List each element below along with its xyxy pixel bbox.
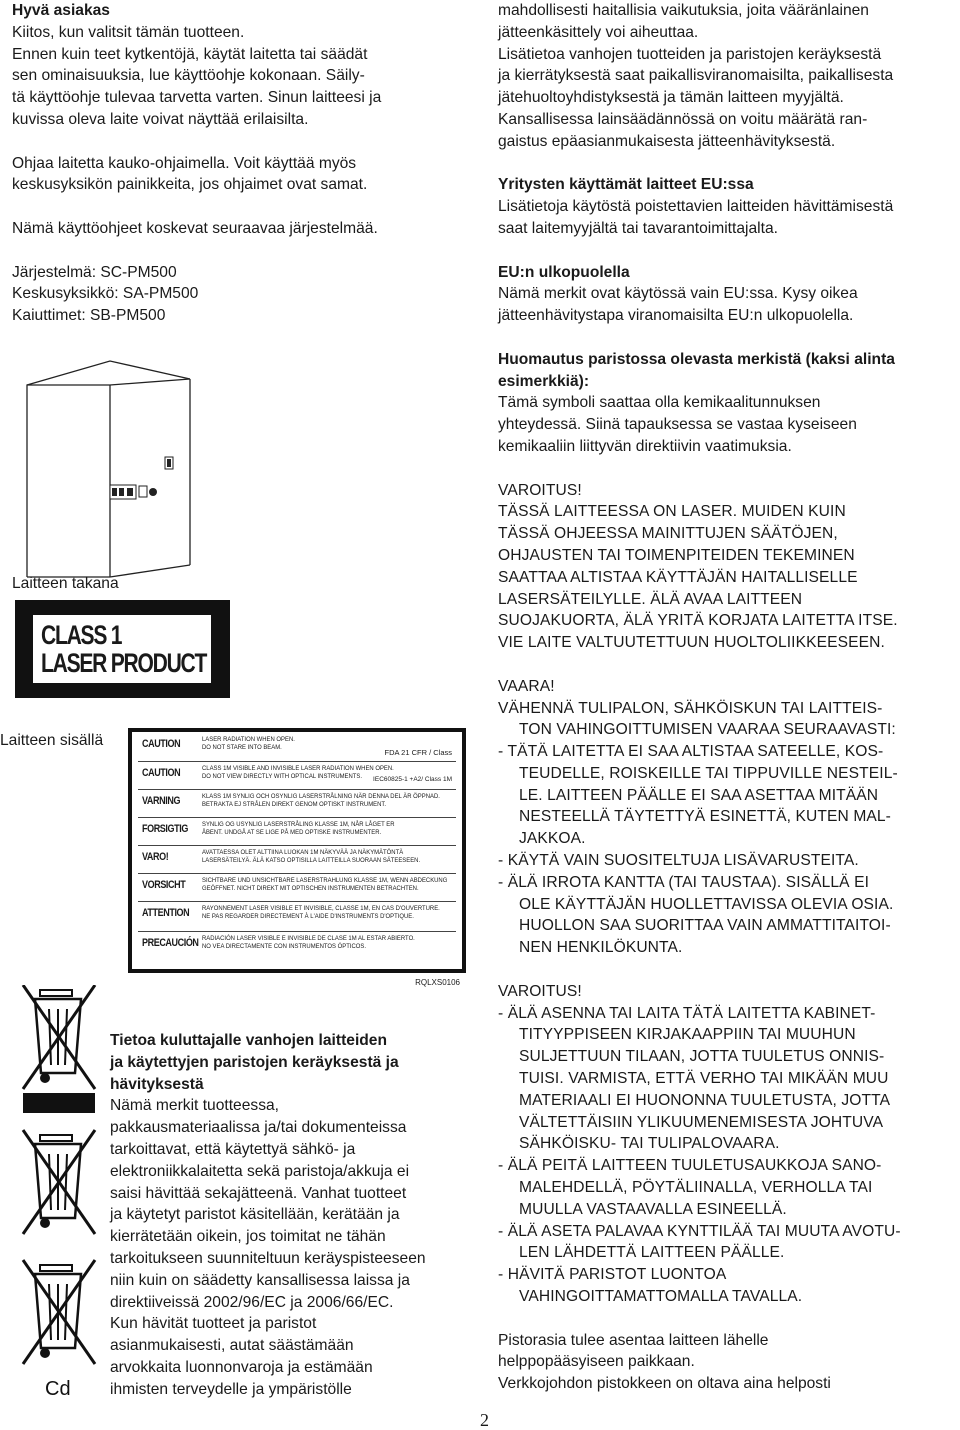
caution-text: SYNLIG OG USYNLIG LASERSTRÅLING KLASSE 1M, NÅR LÅGET ER — [202, 821, 395, 828]
danger-item-cont: NESTEELLÄ TÄYTETTYÄ ESINETTÄ, KUTEN MAL- — [519, 808, 891, 826]
warning2-item-cont: SÄHKÖISKU- TAI TULIPALOVAARA. — [519, 1135, 780, 1153]
weee-title-line: Tietoa kuluttajalle vanhojen laitteiden — [110, 1032, 387, 1049]
business-heading: Yritysten käyttämät laitteet EU:ssa — [498, 176, 754, 194]
danger-item-cont: TEUDELLE, ROISKEILLE TAI TIPPUVILLE NESTEIL- — [519, 764, 898, 782]
warning-line: TÄSSÄ LAITTEESSA ON LASER. MUIDEN KUIN — [498, 503, 846, 521]
caution-text: LASERSÄTEILYÄ. ÄLÄ KATSO OPTISILLA LAITTEILLA SUORAAN SÄTEESEEN. — [202, 857, 421, 864]
text-line: kemikaaliin liittyvän direktiivin vaatimuksia. — [498, 437, 792, 455]
warning2-heading: VAROITUS! — [498, 982, 582, 1000]
caution-row — [138, 819, 458, 845]
danger-line: TON VAHINGOITTUMISEN VAARAA SEURAAVASTI: — [519, 721, 896, 739]
remote-line: keskusyksikön painikkeita, jos ohjaimet ovat samat. — [12, 176, 368, 194]
battery-heading: esimerkkiä): — [498, 372, 590, 390]
outlet-line: Pistorasia tulee asentaa laitteen lähelle — [498, 1331, 769, 1349]
weee-body-line: asianmukaisesti, autat säästämään — [110, 1337, 354, 1355]
caution-text: ÅBENT. UNDGÅ AT SE LIGE PÅ MED OPTISKE INSTRUMENTER. — [202, 829, 382, 836]
warning2-item-cont: TUISI. VARMISTA, ETTÄ VERHO TAI MIKÄÄN MUU — [519, 1070, 889, 1088]
danger-item-cont: LE. LAITTEEN PÄÄLLE EI SAA ASETTAA MITÄÄN — [519, 786, 879, 804]
caution-text: CLASS 1M VISIBLE AND INVISIBLE LASER RADIATION WHEN OPEN. — [202, 765, 394, 772]
warning-line: SAATTAA ALTISTAA KÄYTTÄJÄN HAITALLISELLE — [498, 568, 858, 586]
right-column — [498, 0, 960, 1395]
laser-label-line1: CLASS 1 — [41, 620, 122, 650]
cd-symbol: Cd — [45, 1378, 71, 1400]
page-number: 2 — [480, 1410, 489, 1430]
greeting-title: Hyvä asiakas — [12, 2, 110, 19]
caution-text: DO NOT STARE INTO BEAM. — [202, 744, 282, 751]
weee-title-line: ja käytettyjen paristojen keräyksestä ja — [110, 1053, 399, 1071]
warning2-item-cont: MATERIAALI EI HUONONNA TUULETUSTA, JOTTA — [519, 1091, 891, 1109]
weee-body-line: saisi hävittää sekajätteenä. Vanhat tuotteet — [110, 1184, 407, 1202]
outlet-line: Verkkojohdon pistokkeen on oltava aina helposti — [498, 1375, 831, 1393]
caution-row — [138, 875, 458, 901]
caution-text: NO VEA DIRECTAMENTE CON INSTRUMENTOS ÓPTICOS. — [202, 943, 366, 950]
outside-eu-heading: EU:n ulkopuolella — [498, 263, 630, 281]
intro-paragraph — [12, 22, 467, 131]
remote-line: Ohjaa laitetta kauko-ohjaimella. Voit käyttää myös — [12, 154, 357, 172]
text-line: mahdollisesti haitallisia vaikutuksia, joita vääränlainen — [498, 2, 869, 19]
intro-line: sen ominaisuuksia, lue käyttöohje kokonaan. Säily- — [12, 67, 365, 85]
weee-body-line: pakkausmateriaalissa ja/tai dokumenteissa — [110, 1119, 407, 1137]
rear-label-caption: Laitteen takana — [12, 575, 119, 592]
warning2-item: - HÄVITÄ PARISTOT LUONTOA — [498, 1266, 727, 1284]
caution-text: KLASS 1M SYNLIG OCH OSYNLIG LASERSTRÅLNING NÄR DENNA DEL ÄR ÖPPNAD. — [202, 793, 440, 800]
class1-laser-label — [15, 600, 230, 698]
weee-body-line: Nämä merkit tuotteessa, — [110, 1097, 279, 1115]
warning2-item-cont: TITYYPPISEEN KIRJAKAAPPIIN TAI MUUHUN — [519, 1026, 856, 1044]
crossed-bin-icon — [23, 985, 95, 1089]
applies-paragraph: Nämä käyttöohjeet koskevat seuraavaa järjestelmää. — [12, 219, 378, 237]
battery-heading: Huomautus paristossa olevasta merkistä (kaksi alinta — [498, 350, 895, 368]
caution-text: SICHTBARE UND UNSICHTBARE LASERSTRAHLUNG KLASSE 1M, WENN ABDECKUNG — [202, 877, 448, 884]
text-line: jätehuoltoyhdistyksestä ja tämän laitteen myyjältä. — [498, 89, 844, 107]
text-line: Tämä symboli saattaa olla kemikaalitunnuksen — [498, 394, 821, 412]
warning2-item-cont: VAHINGOITTAMATTOMALLA TAVALLA. — [519, 1288, 803, 1306]
crossed-bin-icon — [23, 1260, 95, 1364]
danger-heading: VAARA! — [498, 677, 555, 695]
weee-body-line: tarkoittavat, että käytettyä sähkö- ja — [110, 1140, 356, 1158]
left-column — [12, 0, 467, 327]
warning2-item: - ÄLÄ ASENNA TAI LAITA TÄTÄ LAITETTA KABINET- — [498, 1004, 876, 1022]
danger-item-cont: OLE KÄYTTÄJÄN HUOLLETTAVISSA OLEVIA OSIA. — [519, 895, 894, 913]
caution-text: DO NOT VIEW DIRECTLY WITH OPTICAL INSTRUMENTS. — [202, 773, 363, 780]
text-line: yhteydessä. Siinä tapauksessa se vastaa kyseiseen — [498, 416, 857, 434]
caution-keyword: ATTENTION — [142, 907, 190, 919]
outlet-line: helppopääsyiseen paikkaan. — [498, 1353, 695, 1371]
caution-text: GEÖFFNET. NICHT DIREKT MIT OPTISCHEN INSTRUMENTEN BETRACHTEN. — [202, 885, 419, 892]
caution-text: RADIACIÓN LASER VISIBLE E INVISIBLE DE CLASE 1M AL ESTAR ABIERTO. — [202, 935, 415, 942]
fda-notice: FDA 21 CFR / Class — [384, 748, 452, 757]
caution-text: LASER RADIATION WHEN OPEN. — [202, 736, 295, 743]
weee-body-line: Kun hävität tuotteet ja paristot — [110, 1315, 317, 1333]
caution-row — [138, 847, 458, 873]
laser-caution-label — [128, 728, 466, 987]
text-line: Lisätietoja käytöstä poistettavien laitteiden hävittämisestä — [498, 198, 894, 216]
laser-label-line2: LASER PRODUCT — [41, 648, 207, 678]
crossed-bin-icon — [23, 1130, 95, 1234]
warning2-item-cont: VÄLTETTÄISIIN YLIKUUMENEMISESTA JOHTUVA — [519, 1113, 884, 1131]
caution-keyword: FORSIGTIG — [142, 823, 188, 835]
text-line: jätteenkäsittely voi aiheuttaa. — [498, 23, 699, 41]
caution-text: NE PAS REGARDER DIRECTEMENT À L'AIDE D'INSTRUMENTS D'OPTIQUE. — [202, 913, 414, 920]
danger-item-cont: NEN HENKILÖKUNTA. — [519, 939, 683, 957]
text-line: Kansallisessa lainsäädännössä on voitu määrätä ran- — [498, 110, 868, 128]
system-line: Keskusyksikkö: SA-PM500 — [12, 285, 199, 303]
caution-row — [138, 763, 458, 789]
text-line: saat laitemyyjältä tai tavarantoimittajalta. — [498, 219, 778, 237]
iec-notice: IEC60825-1 +A2/ Class 1M — [373, 776, 452, 783]
weee-body-line: ihmisten terveydelle ja ympäristölle — [110, 1380, 352, 1398]
danger-item: - TÄTÄ LAITETTA EI SAA ALTISTAA SATEELLE, KOS- — [498, 743, 884, 761]
caution-keyword: CAUTION — [142, 767, 181, 779]
danger-item-cont: HUOLLON SAA SUORITTAA VAIN AMMATTITAITOI- — [519, 917, 891, 935]
caution-keyword: VARO! — [142, 851, 169, 863]
caution-row — [138, 734, 458, 760]
text-line: jätteenhävitystapa viranomaisilta EU:n ulkopuolella. — [498, 307, 854, 325]
weee-body-line: arvokkaita luonnonvaroja ja estämään — [110, 1358, 373, 1376]
caution-text: RAYONNEMENT LASER VISIBLE ET INVISIBLE, CLASSE 1M, EN CAS D'OUVERTURE. — [202, 905, 440, 912]
weee-body-line: elektroniikkalaitetta sekä paristoja/akkuja ei — [110, 1162, 410, 1180]
inside-label-caption: Laitteen sisällä — [0, 732, 104, 749]
caution-keyword: VARNING — [142, 795, 181, 807]
warning2-item-cont: MALEHDELLÄ, PÖYTÄLIINALLA, VERHOLLA TAI — [519, 1179, 873, 1197]
warning2-item-cont: MUULLA VASTAAVALLA ESINEELLÄ. — [519, 1200, 787, 1218]
weee-symbols — [15, 985, 105, 1400]
label-code: RQLXS0106 — [415, 978, 460, 987]
caution-row — [138, 933, 458, 959]
warning-heading: VAROITUS! — [498, 481, 582, 499]
warning-line: OHJAUSTEN TAI TOIMENPITEIDEN TEKEMINEN — [498, 546, 855, 564]
caution-row — [138, 903, 458, 929]
weee-continuation — [498, 0, 960, 153]
caution-keyword: CAUTION — [142, 738, 181, 750]
warning-line: LASERSÄTEILYLLE. ÄLÄ AVAA LAITTEEN — [498, 590, 803, 608]
caution-keyword: PRECAUCIÓN — [142, 937, 199, 949]
weee-body-line: niin kuin on säädetty kansallisessa laissa ja — [110, 1271, 410, 1289]
weee-body-line: tarkoitukseen suunniteltuun keräyspisteeseen — [110, 1249, 426, 1267]
device-rear-illustration — [15, 355, 205, 585]
warning-line: VIE LAITE VALTUUTETTUUN HUOLTOLIIKKEESEEN. — [498, 634, 885, 652]
bar-icon — [23, 1093, 95, 1113]
caution-text: BETRAKTA EJ STRÅLEN DIREKT GENOM OPTISKT INSTRUMENT. — [202, 801, 386, 808]
intro-line: tä käyttöohje tulevaa tarvetta varten. Sinun laitteesi ja — [12, 89, 382, 107]
warning2-item-cont: SULJETTUUN TILAAN, JOTTA TUULETUS ONNIS- — [519, 1048, 885, 1066]
weee-title-line: hävityksestä — [110, 1075, 204, 1093]
danger-line: VÄHENNÄ TULIPALON, SÄHKÖISKUN TAI LAITTEIS- — [498, 699, 883, 717]
text-line: Lisätietoa vanhojen tuotteiden ja paristojen keräyksestä — [498, 45, 882, 63]
intro-line: Ennen kuin teet kytkentöjä, käytät laitetta tai säädät — [12, 45, 368, 63]
intro-line: Kiitos, kun valitsit tämän tuotteen. — [12, 23, 245, 41]
warning2-item-cont: LEN LÄHDETTÄ LAITTEEN PÄÄLLE. — [519, 1244, 785, 1262]
weee-section — [110, 1030, 470, 1401]
text-line: Nämä merkit ovat käytössä vain EU:ssa. Kysy oikea — [498, 285, 858, 303]
remote-paragraph — [12, 153, 467, 197]
danger-item-cont: JAKKOA. — [519, 830, 586, 848]
warning2-item: - ÄLÄ ASETA PALAVAA KYNTTILÄÄ TAI MUUTA AVOTU- — [498, 1222, 901, 1240]
caution-text: AVATTAESSA OLET ALTTIINA LUOKAN 1M NÄKYVÄÄ JA NÄKYMÄTÖNTÄ — [202, 849, 404, 856]
text-line: ja kierrätyksestä saat paikallisviranomaisilta, paikallisesta — [498, 67, 894, 85]
warning2-item: - ÄLÄ PEITÄ LAITTEEN TUULETUSAUKKOJA SANO- — [498, 1157, 882, 1175]
text-line: gaistus epäasianmukaisesta jätteenhävityksestä. — [498, 132, 836, 150]
weee-body-line: direktiiveissä 2002/96/EC ja 2006/66/EC. — [110, 1293, 394, 1311]
intro-line: kuvissa oleva laite voivat näyttää erilaisilta. — [12, 110, 309, 128]
system-list — [12, 262, 467, 327]
warning-line: SUOJAKUORTA, ÄLÄ YRITÄ KORJATA LAITETTA ITSE. — [498, 612, 898, 630]
caution-row — [138, 791, 458, 817]
danger-item: - ÄLÄ IRROTA KANTTA (TAI TAUSTAA). SISÄLLÄ EI — [498, 873, 870, 891]
system-line: Järjestelmä: SC-PM500 — [12, 263, 177, 281]
system-line: Kaiuttimet: SB-PM500 — [12, 307, 166, 325]
weee-body-line: ja käytetyt paristot käsitellään, kerätään ja — [110, 1206, 400, 1224]
weee-body-line: kierrätetään oikein, jos toimitat ne tähän — [110, 1228, 386, 1246]
warning-line: TÄSSÄ OHJEESSA MAINITTUJEN SÄÄTÖJEN, — [498, 525, 838, 543]
caution-keyword: VORSICHT — [142, 879, 186, 891]
danger-item: - KÄYTÄ VAIN SUOSITELTUJA LISÄVARUSTEITA. — [498, 852, 859, 870]
